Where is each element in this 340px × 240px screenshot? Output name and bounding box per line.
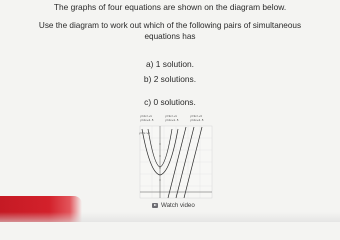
curve-label: y=2x²+1 [139,132,150,135]
equation-pair-2-bottom: y=2x+1.5 [165,119,179,122]
equations-diagram [138,113,214,199]
option-two-solutions: b) 2 solutions. [143,74,197,84]
equation-pair-3-bottom: y=2x+4.5 [190,119,204,122]
question-intro-line-2: Use the diagram to work out which of the following pairs of simultaneous [38,21,302,30]
question-intro-line-3: equations has [144,32,196,41]
equation-pair-1-bottom: y=2x+4.5 [140,119,154,122]
graph-plot [138,113,214,199]
watch-video-label: Watch video [161,201,195,209]
equation-pair-3-top: y=3x²+3 [190,115,202,118]
watch-video-button[interactable] [152,200,195,210]
option-one-solution: a) 1 solution. [146,59,194,69]
equation-pair-2-top: y=3x²+1 [165,115,177,118]
option-zero-solutions: c) 0 solutions. [144,97,196,107]
bottom-fade [0,212,340,222]
question-intro-line-1: The graphs of four equations are shown on the diagram below. [53,2,287,12]
video-icon [152,203,158,208]
equation-pair-1-top: y=2x²+1 [140,115,152,118]
